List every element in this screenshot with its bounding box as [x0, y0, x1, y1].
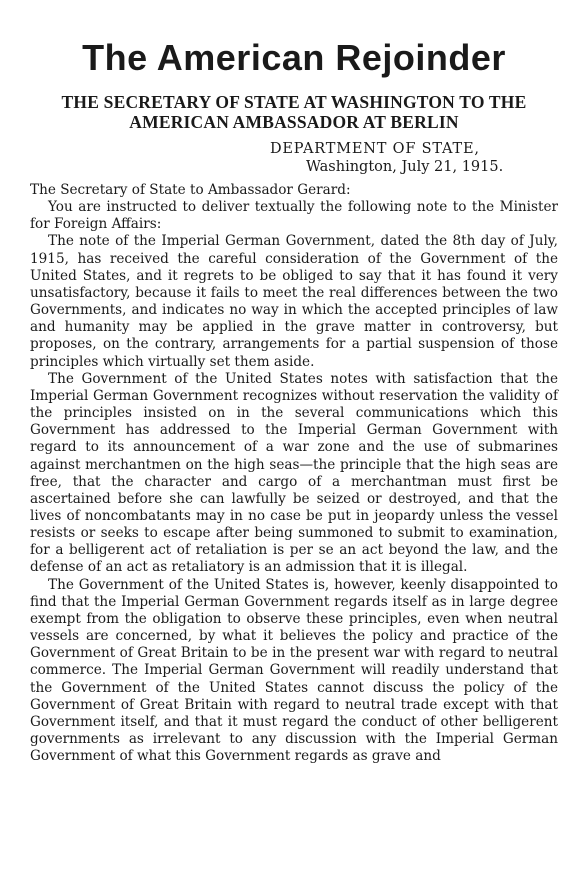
- paragraph-3: The Government of the United States notes with satisfaction that the Imperial German Government recognizes without reservation the validity of the principles insisted on in the several communications which this Government has addressed to the Imperial German Government with regard to its announcement of a war zone and the use of submarines against merchantmen on the high seas—the principle that the high seas are free, that the character and cargo of a merchantman must first be ascertained before she can lawfully be seized or destroyed, and that the lives of noncombatants may in no case be put in jeopardy unless the vessel resists or seeks to escape after being summoned to submit to examination, for a belligerent act of retaliation is per se an act beyond the law, and the defense of an act as retaliatory is an admission that it is illegal.: [30, 370, 558, 576]
- dateline-place-date: Washington, July 21, 1915.: [306, 159, 504, 175]
- document-page: [30, 38, 558, 765]
- paragraph-2: The note of the Imperial German Government, dated the 8th day of July, 1915, has received the careful consideration of the Government of the United States, and it regrets to be obliged to say that it has found it very unsatisfactory, because it fails to meet the real differences between the two Governments, and indicates no way in which the accepted principles of law and humanity may be applied in the grave matter in controversy, but proposes, on the contrary, arrangements for a partial suspension of those principles which virtually set them aside.: [30, 233, 558, 370]
- paragraph-1: You are instructed to deliver textually the following note to the Minister for Foreign Affairs:: [30, 199, 558, 233]
- heading-line-1: THE SECRETARY OF STATE AT WASHINGTON TO THE: [61, 92, 527, 112]
- letter-body: [30, 182, 558, 765]
- dateline-department: DEPARTMENT OF STATE,: [270, 141, 480, 157]
- paragraph-4: The Government of the United States is, however, keenly disappointed to find that the Imperial German Government regards itself as in large degree exempt from the obligation to observe these principles, even when neutral vessels are concerned, by what it believes the policy and practice of the Government of Great Britain to be in the present war with regard to neutral commerce. The Imperial German Government will readily understand that the Government of the United States cannot discuss the policy of the Government of Great Britain with regard to neutral trade except with that Government itself, and that it must regard the conduct of other belligerent governments as irrelevant to any discussion with the Imperial German Government of what this Government regards as grave and: [30, 576, 558, 765]
- dateline: [270, 140, 558, 176]
- heading-line-2: AMERICAN AMBASSADOR AT BERLIN: [129, 112, 459, 132]
- document-heading: [30, 92, 558, 132]
- document-title: The American Rejoinder: [82, 37, 506, 78]
- salutation: The Secretary of State to Ambassador Gerard:: [30, 182, 351, 198]
